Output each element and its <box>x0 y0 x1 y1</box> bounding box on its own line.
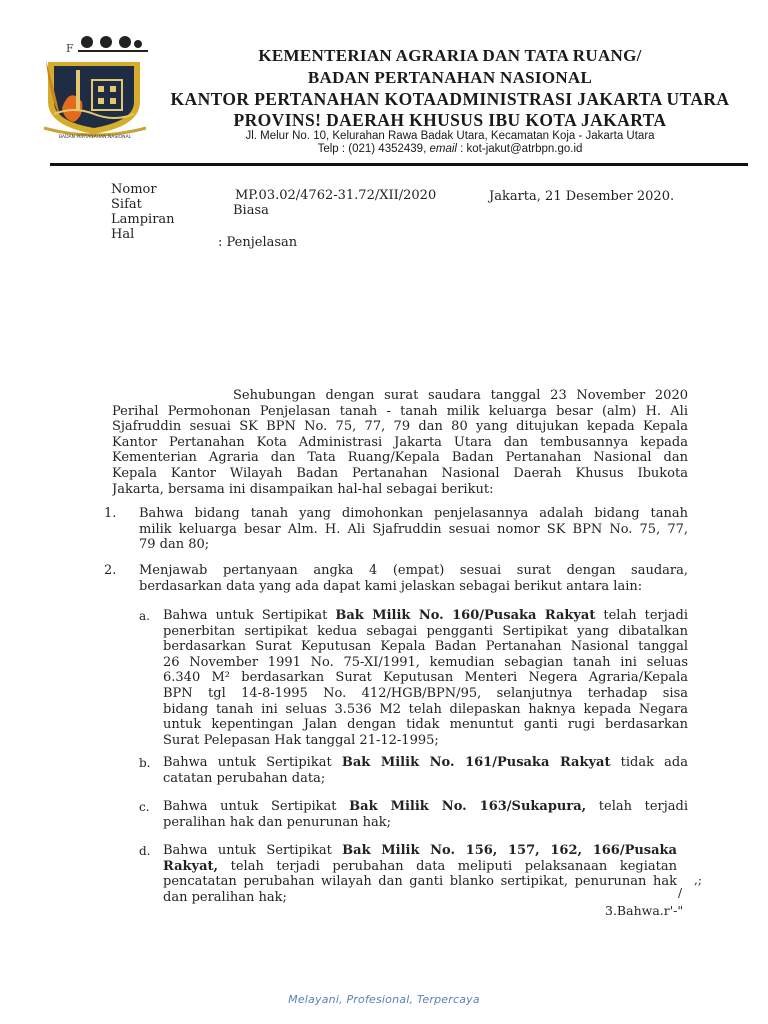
hal-label: Hal <box>111 227 135 242</box>
header-divider <box>50 163 748 166</box>
intro-line: Kepala Kantor Wilayah Badan Pertanahan Nasional Daerah Khusus Ibukota <box>112 465 688 481</box>
intro-line: Sehubungan dengan surat saudara tanggal 23 November 2020 <box>233 388 688 403</box>
text-run: Bahwa untuk Sertipikat <box>163 608 336 623</box>
sub-item-b <box>163 755 688 786</box>
sifat-label: Sifat <box>111 197 142 212</box>
header-ministry: KEMENTERIAN AGRARIA DAN TATA RUANG/ <box>258 46 642 65</box>
sub-line: 6.340 M² berdasarkan Surat Keputusan Menteri Negera Agraria/Kepala <box>163 670 688 686</box>
continuation-note: 3.Bahwa.r'-" <box>605 903 684 918</box>
text-run: Bahwa untuk Sertipikat <box>163 843 343 858</box>
text-run: Bahwa untuk Sertipikat <box>163 799 350 814</box>
header-address: Jl. Melur No. 10, Kelurahan Rawa Badak Utara, Kecamatan Koja - Jakarta Utara <box>245 130 655 142</box>
item-line: 79 dan 80; <box>139 537 210 553</box>
item-2 <box>139 563 688 594</box>
sub-line <box>163 799 688 815</box>
text-run: telah terjadi perubahan data meliputi pelaksanaan kegiatan <box>218 858 677 874</box>
intro-line: Perihal Permohonan Penjelasan tanah - tanah milik keluarga besar (alm) H. Ali <box>112 403 688 419</box>
sub-letter-b: b. <box>139 756 151 770</box>
item-line: Bahwa bidang tanah yang dimohonkan penjelasannya adalah bidang tanah <box>139 506 688 521</box>
intro-line: Kantor Pertanahan Kota Administrasi Jakarta Utara dan tembusannya kepada <box>112 434 688 450</box>
item-1 <box>139 506 688 553</box>
margin-mark: ,; <box>694 873 702 887</box>
sub-line <box>163 755 688 771</box>
sub-line <box>163 859 677 875</box>
text-run: telah terjadi <box>595 608 688 623</box>
text-run: Bahwa untuk Sertipikat <box>163 755 342 770</box>
bpn-logo <box>40 30 150 140</box>
sub-item-d <box>163 843 677 905</box>
sub-line: peralihan hak dan penurunan hak; <box>163 814 391 830</box>
header-office: KANTOR PERTANAHAN KOTAADMINISTRASI JAKARTA UTARA <box>170 89 730 109</box>
sub-line <box>163 608 688 624</box>
intro-line: Sjafruddin sesuai SK BPN No. 75, 77, 79 dan 80 yang ditujukan kepada Kepala <box>112 419 688 435</box>
text-run: tidak ada <box>610 755 688 770</box>
hal-value: : Penjelasan <box>218 235 298 250</box>
margin-mark: / <box>678 886 683 900</box>
certificate-ref: Bak Milik No. 163/Sukapura, <box>349 799 587 814</box>
sub-line: bidang tanah ini seluas 3.536 M2 telah dilepaskan haknya kepada Negara <box>163 701 688 717</box>
sub-line: 26 November 1991 No. 75-XI/1991, kemudian sebagian tanah ini seluas <box>163 654 688 670</box>
contact-phone: Telp : (021) 4352439, <box>317 143 430 155</box>
nomor-value: MP.03.02/4762-31.72/XII/2020 <box>235 188 437 203</box>
intro-line: Kementerian Agraria dan Tata Ruang/Kepala Badan Pertanahan Nasional dan <box>112 450 688 466</box>
sub-line: berdasarkan Surat Keputusan Kepala Badan Pertanahan Nasional tanggal <box>163 639 688 655</box>
sub-line: dan peralihan hak; <box>163 889 287 905</box>
sub-line: Surat Pelepasan Hak tanggal 21-12-1995; <box>163 732 439 748</box>
lampiran-label: Lampiran <box>111 212 175 227</box>
contact-email: : kot-jakut@atrbpn.go.id <box>456 143 583 155</box>
logo-letter: F <box>66 42 74 55</box>
sub-letter-c: c. <box>139 800 150 814</box>
contact-email-label: email <box>429 143 457 155</box>
footer-motto: Melayani, Profesional, Terpercaya <box>288 993 480 1006</box>
sub-line: penerbitan sertipikat kedua sebagai pengganti Sertipikat yang dibatalkan <box>163 623 688 639</box>
logo-ribbon-text: BADAN PERTANAHAN NASIONAL <box>58 135 132 140</box>
nomor-label: Nomor <box>111 182 157 197</box>
intro-paragraph <box>112 388 688 497</box>
sub-line: pencatatan perubahan wilayah dan ganti blanko sertipikat, penurunan hak <box>163 874 677 890</box>
sub-letter-a: a. <box>139 609 150 623</box>
item-line: berdasarkan data yang ada dapat kami jelaskan sebagai berikut antara lain: <box>139 578 643 594</box>
header-province: PROVINS! DAERAH KHUSUS IBU KOTA JAKARTA <box>233 110 667 130</box>
place-date: Jakarta, 21 Desember 2020. <box>489 189 675 204</box>
header-contact <box>140 143 760 155</box>
text-run: telah terjadi <box>586 799 688 814</box>
sifat-value: Biasa <box>233 203 269 218</box>
certificate-ref: Bak Milik No. 161/Pusaka Rakyat <box>341 755 611 770</box>
sub-line: untuk kepentingan Jalan dengan tidak menuntut ganti rugi berdasarkan <box>163 717 688 733</box>
certificate-ref: Bak Milik No. 156, 157, 162, 166/Pusaka <box>342 843 677 858</box>
sub-item-a <box>163 608 688 748</box>
item-line: milik keluarga besar Alm. H. Ali Sjafruddin sesuai nomor SK BPN No. 75, 77, <box>139 521 688 537</box>
sub-line: BPN tgl 14-8-1995 No. 412/HGB/BPN/95, selanjutnya terhadap sisa <box>163 685 688 701</box>
sub-line: catatan perubahan data; <box>163 770 326 786</box>
header-agency: BADAN PERTANAHAN NASIONAL <box>307 68 593 87</box>
sub-letter-d: d. <box>139 844 151 858</box>
sub-item-c <box>163 799 688 830</box>
item-number-1: 1. <box>104 506 117 521</box>
item-number-2: 2. <box>104 563 117 578</box>
certificate-ref: Bak Milik No. 160/Pusaka Rakyat <box>335 608 596 623</box>
item-line: Menjawab pertanyaan angka 4 (empat) sesuai surat dengan saudara, <box>139 563 688 578</box>
sub-line <box>163 843 677 859</box>
certificate-ref: Rakyat, <box>163 858 219 874</box>
intro-line: Jakarta, bersama ini disampaikan hal-hal sebagai berikut: <box>112 481 494 497</box>
